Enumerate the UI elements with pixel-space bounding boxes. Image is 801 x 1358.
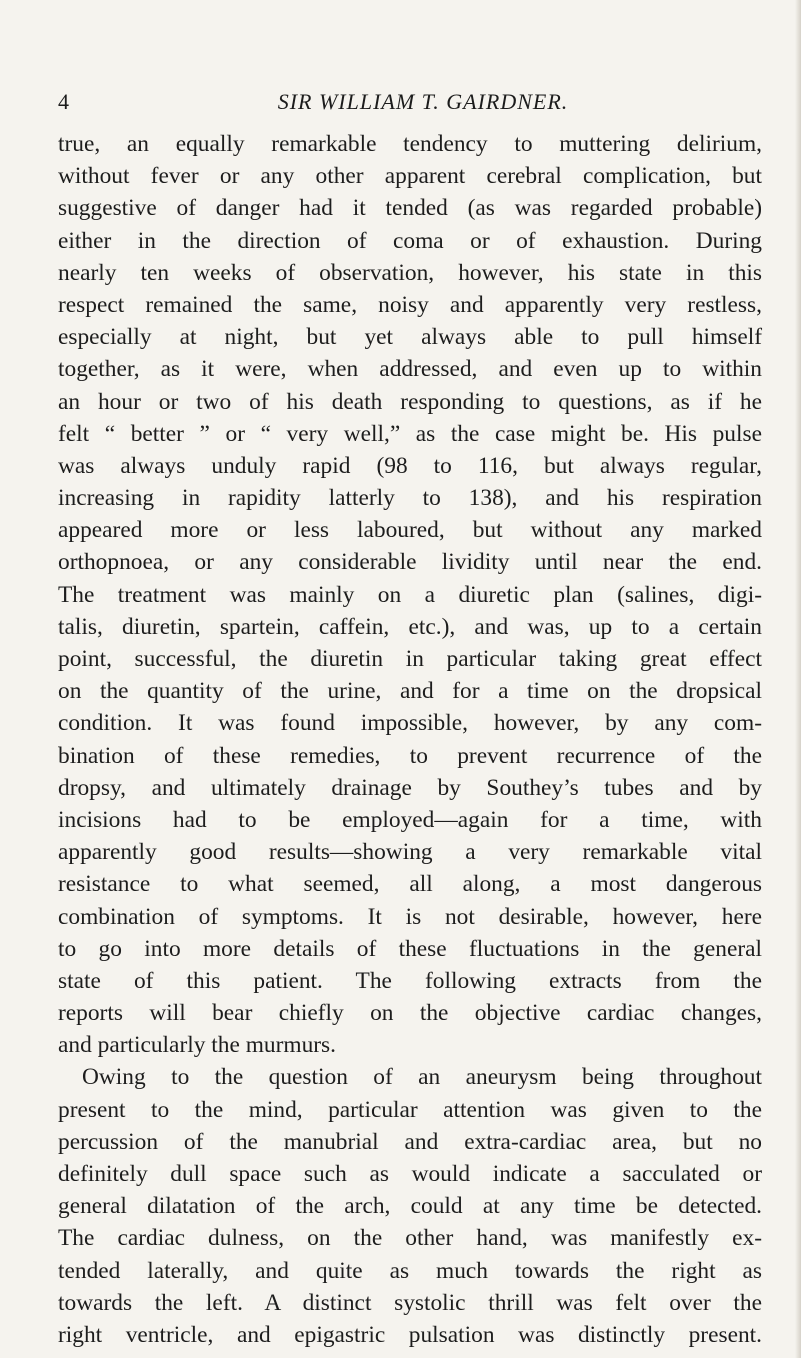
- text-line: nearly ten weeks of observation, however, his state in this: [58, 259, 762, 286]
- text-line: apparently good results—showing a very remarkable vital: [58, 839, 762, 866]
- text-line: resistance to what seemed, all along, a most dangerous: [58, 871, 762, 898]
- paragraph-1: [58, 128, 762, 1061]
- text-line: present to the mind, particular attention was given to the: [58, 1096, 762, 1123]
- text-line: on the quantity of the urine, and for a time on the dropsical: [58, 678, 762, 705]
- text-line: bination of these remedies, to prevent recurrence of the: [58, 742, 762, 769]
- text-line: was always unduly rapid (98 to 116, but always regular,: [58, 452, 762, 479]
- text-line: The treatment was mainly on a diuretic plan (salines, digi-: [58, 581, 762, 608]
- text-line: either in the direction of coma or of exhaustion. During: [58, 227, 762, 254]
- body-text: [58, 128, 762, 1351]
- page-edge-shadow: [795, 0, 801, 1358]
- text-line: orthopnoea, or any considerable lividity until near the end.: [58, 549, 762, 576]
- text-line: reports will bear chiefly on the objective cardiac changes,: [58, 1000, 762, 1027]
- text-line: together, as it were, when addressed, and even up to within: [58, 356, 762, 383]
- page-number: 4: [58, 89, 69, 114]
- text-line: especially at night, but yet always able to pull himself: [58, 324, 762, 351]
- text-line: and particularly the murmurs.: [58, 1032, 337, 1059]
- text-line: combination of symptoms. It is not desirable, however, here: [58, 903, 762, 930]
- text-line: felt “ better ” or “ very well,” as the case might be. His pulse: [58, 420, 762, 447]
- text-line: dropsy, and ultimately drainage by Southey’s tubes and by: [58, 774, 762, 801]
- text-line: increasing in rapidity latterly to 138), and his respiration: [58, 485, 762, 512]
- text-line: condition. It was found impossible, however, by any com-: [58, 710, 762, 737]
- text-line: point, successful, the diuretin in particular taking great effect: [58, 646, 762, 672]
- text-line: Owing to the question of an aneurysm being throughout: [82, 1064, 762, 1091]
- text-line: towards the left. A distinct systolic thrill was felt over the: [58, 1289, 762, 1316]
- text-line: general dilatation of the arch, could at any time be detected.: [58, 1193, 762, 1220]
- text-line: state of this patient. The following extracts from the: [58, 967, 762, 994]
- text-line: right ventricle, and epigastric pulsation was distinctly present.: [58, 1321, 762, 1348]
- text-line: respect remained the same, noisy and apparently very restless,: [58, 291, 762, 318]
- text-line: true, an equally remarkable tendency to muttering delirium,: [58, 131, 762, 157]
- paragraph-2: [58, 1061, 762, 1351]
- text-line: talis, diuretin, spartein, caffein, etc.), and was, up to a certain: [58, 613, 762, 640]
- page-header: [58, 86, 758, 118]
- text-line: The cardiac dulness, on the other hand, was manifestly ex-: [58, 1225, 762, 1252]
- text-line: suggestive of danger had it tended (as was regarded probable): [58, 195, 762, 222]
- running-head: SIR WILLIAM T. GAIRDNER.: [277, 89, 569, 114]
- text-line: percussion of the manubrial and extra-cardiac area, but no: [58, 1128, 762, 1155]
- text-line: to go into more details of these fluctuations in the general: [58, 935, 762, 962]
- text-line: tended laterally, and quite as much towards the right as: [58, 1257, 762, 1284]
- text-line: incisions had to be employed—again for a time, with: [58, 806, 762, 833]
- text-line: appeared more or less laboured, but without any marked: [58, 517, 762, 544]
- text-line: without fever or any other apparent cerebral complication, but: [58, 163, 762, 190]
- text-line: definitely dull space such as would indicate a sacculated or: [58, 1161, 762, 1187]
- text-line: an hour or two of his death responding to questions, as if he: [58, 388, 762, 415]
